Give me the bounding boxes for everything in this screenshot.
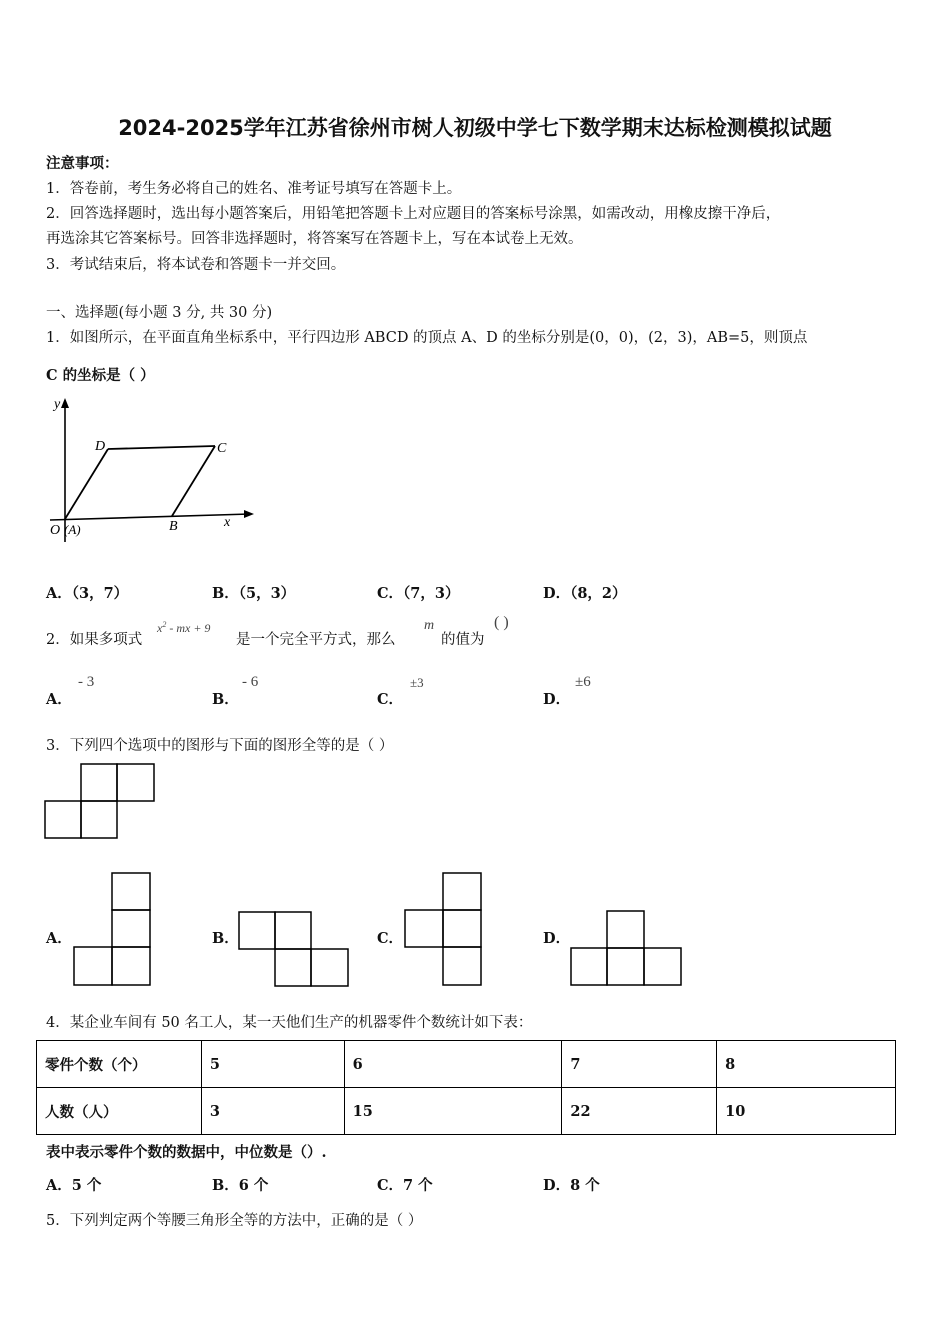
table-cell: 10	[717, 1088, 896, 1135]
x-label: x	[224, 515, 231, 530]
q2-stem-mid: 是一个完全平方式，那么	[236, 632, 396, 648]
q4-question: 表中表示零件个数的数据中，中位数是（）.	[46, 1144, 327, 1161]
q2-paren: ( )	[494, 614, 509, 631]
point-d-label: D	[95, 439, 106, 454]
q4-stem: 4．某企业车间有 50 名工人，某一天他们生产的机器零件个数统计如下表：	[46, 1015, 533, 1031]
q3-option-c-figure	[404, 872, 484, 987]
section-heading: 一、选择题(每小题 3 分, 共 30 分)	[46, 305, 273, 321]
q4-option-b: B．6 个	[212, 1177, 269, 1194]
x-axis	[50, 514, 250, 520]
q1-option-d: D．（8，2）	[543, 585, 627, 602]
edge-ad	[65, 449, 108, 519]
q2-stem-pre: 2．如果多项式	[46, 632, 143, 648]
table-row	[37, 1041, 896, 1088]
table-cell: 22	[562, 1088, 717, 1135]
q2-option-b-label: B．	[212, 691, 239, 708]
notice-item-1: 1．答卷前，考生务必将自己的姓名、准考证号填写在答题卡上。	[46, 181, 462, 197]
edge-cb	[172, 446, 215, 516]
table-cell: 8	[717, 1041, 896, 1088]
q2-option-c-value: ±3	[410, 675, 424, 690]
q4-option-d: D．8 个	[543, 1177, 600, 1194]
q2-m: m	[424, 618, 435, 633]
notice-heading: 注意事项：	[46, 155, 119, 172]
q3-option-d: D．	[543, 930, 571, 947]
q1-option-c: C．（7，3）	[377, 585, 460, 602]
q2-option-b-value: - 6	[242, 674, 259, 690]
q3-option-a: A．	[46, 930, 72, 947]
q2-option-d-value: ±6	[575, 674, 591, 690]
table-row	[37, 1088, 896, 1135]
q2-stem-post: 的值为	[441, 632, 485, 648]
table-cell: 3	[201, 1088, 344, 1135]
q1-option-a: A．（3，7）	[46, 585, 129, 602]
notice-item-2: 2．回答选择题时，选出每小题答案后，用铅笔把答题卡上对应题目的答案标号涂黑，如需改动，用橡皮擦干净后，	[46, 206, 781, 222]
q3-reference-figure	[44, 763, 159, 843]
q2-option-a-value: - 3	[78, 674, 95, 690]
table-cell: 6	[344, 1041, 562, 1088]
table-cell: 7	[562, 1041, 717, 1088]
q2-expr-x: x	[157, 621, 163, 635]
point-a-label: (A)	[64, 522, 81, 537]
table-cell: 5	[201, 1041, 344, 1088]
y-label: y	[54, 397, 61, 412]
point-o-label: O	[50, 523, 61, 538]
q1-figure	[40, 392, 260, 552]
q3-option-b: B．	[212, 930, 239, 947]
q2-option-c-label: C．	[377, 691, 404, 708]
q3-stem: 3．下列四个选项中的图形与下面的图形全等的是（ ）	[46, 738, 394, 754]
q2-expression	[157, 620, 210, 636]
q2-expr-rest: - mx + 9	[166, 621, 211, 635]
x-axis-arrow	[244, 510, 254, 518]
table-cell: 零件个数（个）	[37, 1041, 202, 1088]
q5-stem: 5．下列判定两个等腰三角形全等的方法中，正确的是（ ）	[46, 1213, 423, 1229]
q1-stem-cont: C 的坐标是（ ）	[46, 367, 155, 384]
notice-item-3: 3．考试结束后，将本试卷和答题卡一并交回。	[46, 257, 346, 273]
notice-item-2-cont: 再选涂其它答案标号。回答非选择题时，将答案写在答题卡上，写在本试卷上无效。	[46, 231, 583, 247]
point-b-label: B	[169, 519, 178, 534]
q3-option-a-figure	[73, 872, 153, 987]
q3-option-b-figure	[238, 911, 353, 991]
q1-stem: 1．如图所示，在平面直角坐标系中，平行四边形 ABCD 的顶点 A、D 的坐标分别是(0，0)，(2，3)，AB=5，则顶点	[46, 330, 808, 346]
y-axis-arrow	[61, 398, 69, 408]
q4-option-c: C．7 个	[377, 1177, 433, 1194]
table-cell: 15	[344, 1088, 562, 1135]
q1-option-b: B．（5，3）	[212, 585, 296, 602]
q3-option-c: C．	[377, 930, 404, 947]
point-c-label: C	[217, 441, 227, 456]
q2-option-d-label: D．	[543, 691, 571, 708]
page-title: 2024-2025学年江苏省徐州市树人初级中学七下数学期末达标检测模拟试题	[118, 116, 832, 140]
table-cell: 人数（人）	[37, 1088, 202, 1135]
q3-option-d-figure	[570, 910, 685, 990]
q2-option-a-label: A．	[46, 691, 72, 708]
q2-expr-sup: 2	[162, 620, 167, 629]
q4-option-a: A．5 个	[46, 1177, 102, 1194]
edge-dc	[108, 446, 215, 449]
q4-table	[36, 1040, 896, 1135]
